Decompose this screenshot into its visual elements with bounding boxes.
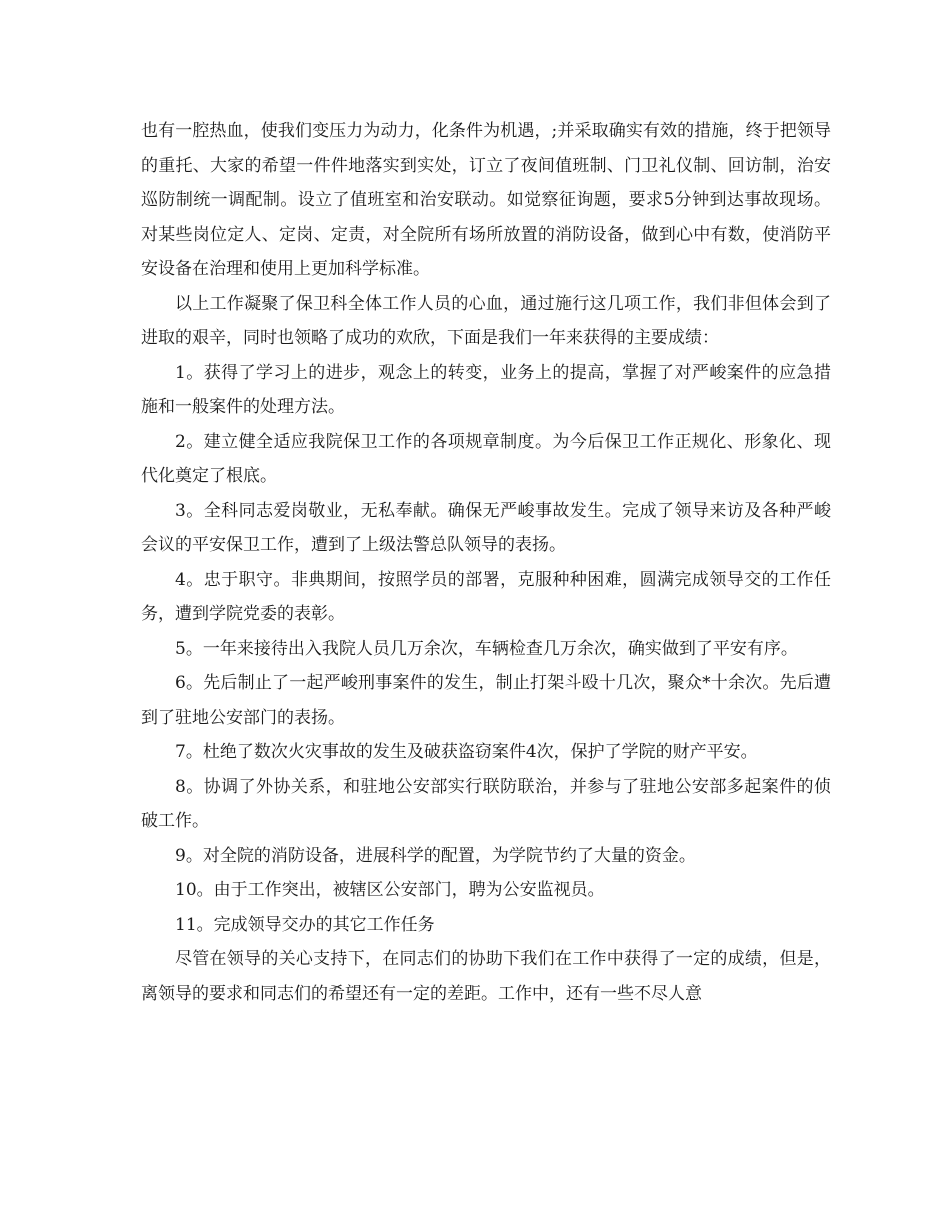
list-item-7: 7。杜绝了数次火灾事故的发生及破获盗窃案件4次，保护了学院的财产平安。 bbox=[175, 742, 758, 762]
list-item-9: 9。对全院的消防设备，进展科学的配置，为学院节约了大量的资金。 bbox=[175, 845, 696, 866]
list-item-8: 8。协调了外协关系，和驻地公安部实行联防联治，并参与了驻地公安部多起案件的侦破工作。 bbox=[141, 776, 831, 831]
list-item-5: 5。一年来接待出入我院人员几万余次，车辆检查几万余次，确实做到了平安有序。 bbox=[175, 638, 798, 659]
list-item-2: 2。建立健全适应我院保卫工作的各项规章制度。为今后保卫工作正规化、形象化、现代化奠定了根底。 bbox=[141, 431, 831, 486]
list-item-10: 10。由于工作突出，被辖区公安部门，聘为公安监视员。 bbox=[175, 880, 605, 900]
paragraph-summary-intro: 以上工作凝聚了保卫科全体工作人员的心血，通过施行这几项工作，我们非但体会到了进取的艰辛，同时也领略了成功的欢欣，下面是我们一年来获得的主要成绩： bbox=[141, 293, 831, 348]
document-body bbox=[141, 114, 831, 1011]
list-item-11: 11。完成领导交办的其它工作任务 bbox=[175, 914, 435, 935]
list-item-4: 4。忠于职守。非典期间，按照学员的部署，克服种种困难，圆满完成领导交的工作任务，遭到学院党委的表彰。 bbox=[141, 569, 831, 624]
paragraph-continued: 也有一腔热血，使我们变压力为动力，化条件为机遇，;并采取确实有效的措施，终于把领导的重托、大家的希望一件件地落实到实处，订立了夜间值班制、门卫礼仪制、回访制，治安巡防制统一调配制。设立了值班室和治安联动。如觉察征询题，要求5分钟到达事故现场。对某些岗位定人、定岗、定责，对全院所有场所放置的消防设备，做到心中有数，使消防平安设备在治理和使用上更加科学标准。 bbox=[141, 121, 831, 279]
list-item-3: 3。全科同志爱岗敬业，无私奉献。确保无严峻事故发生。完成了领导来访及各种严峻会议的平安保卫工作，遭到了上级法警总队领导的表扬。 bbox=[141, 500, 831, 555]
list-item-6: 6。先后制止了一起严峻刑事案件的发生，制止打架斗殴十几次，聚众*十余次。先后遭到了驻地公安部门的表扬。 bbox=[141, 673, 831, 728]
list-item-1: 1。获得了学习上的进步，观念上的转变，业务上的提高，掌握了对严峻案件的应急措施和一般案件的处理方法。 bbox=[141, 362, 831, 417]
paragraph-conclusion: 尽管在领导的关心支持下，在同志们的协助下我们在工作中获得了一定的成绩，但是，离领导的要求和同志们的希望还有一定的差距。工作中，还有一些不尽人意 bbox=[141, 949, 831, 1004]
